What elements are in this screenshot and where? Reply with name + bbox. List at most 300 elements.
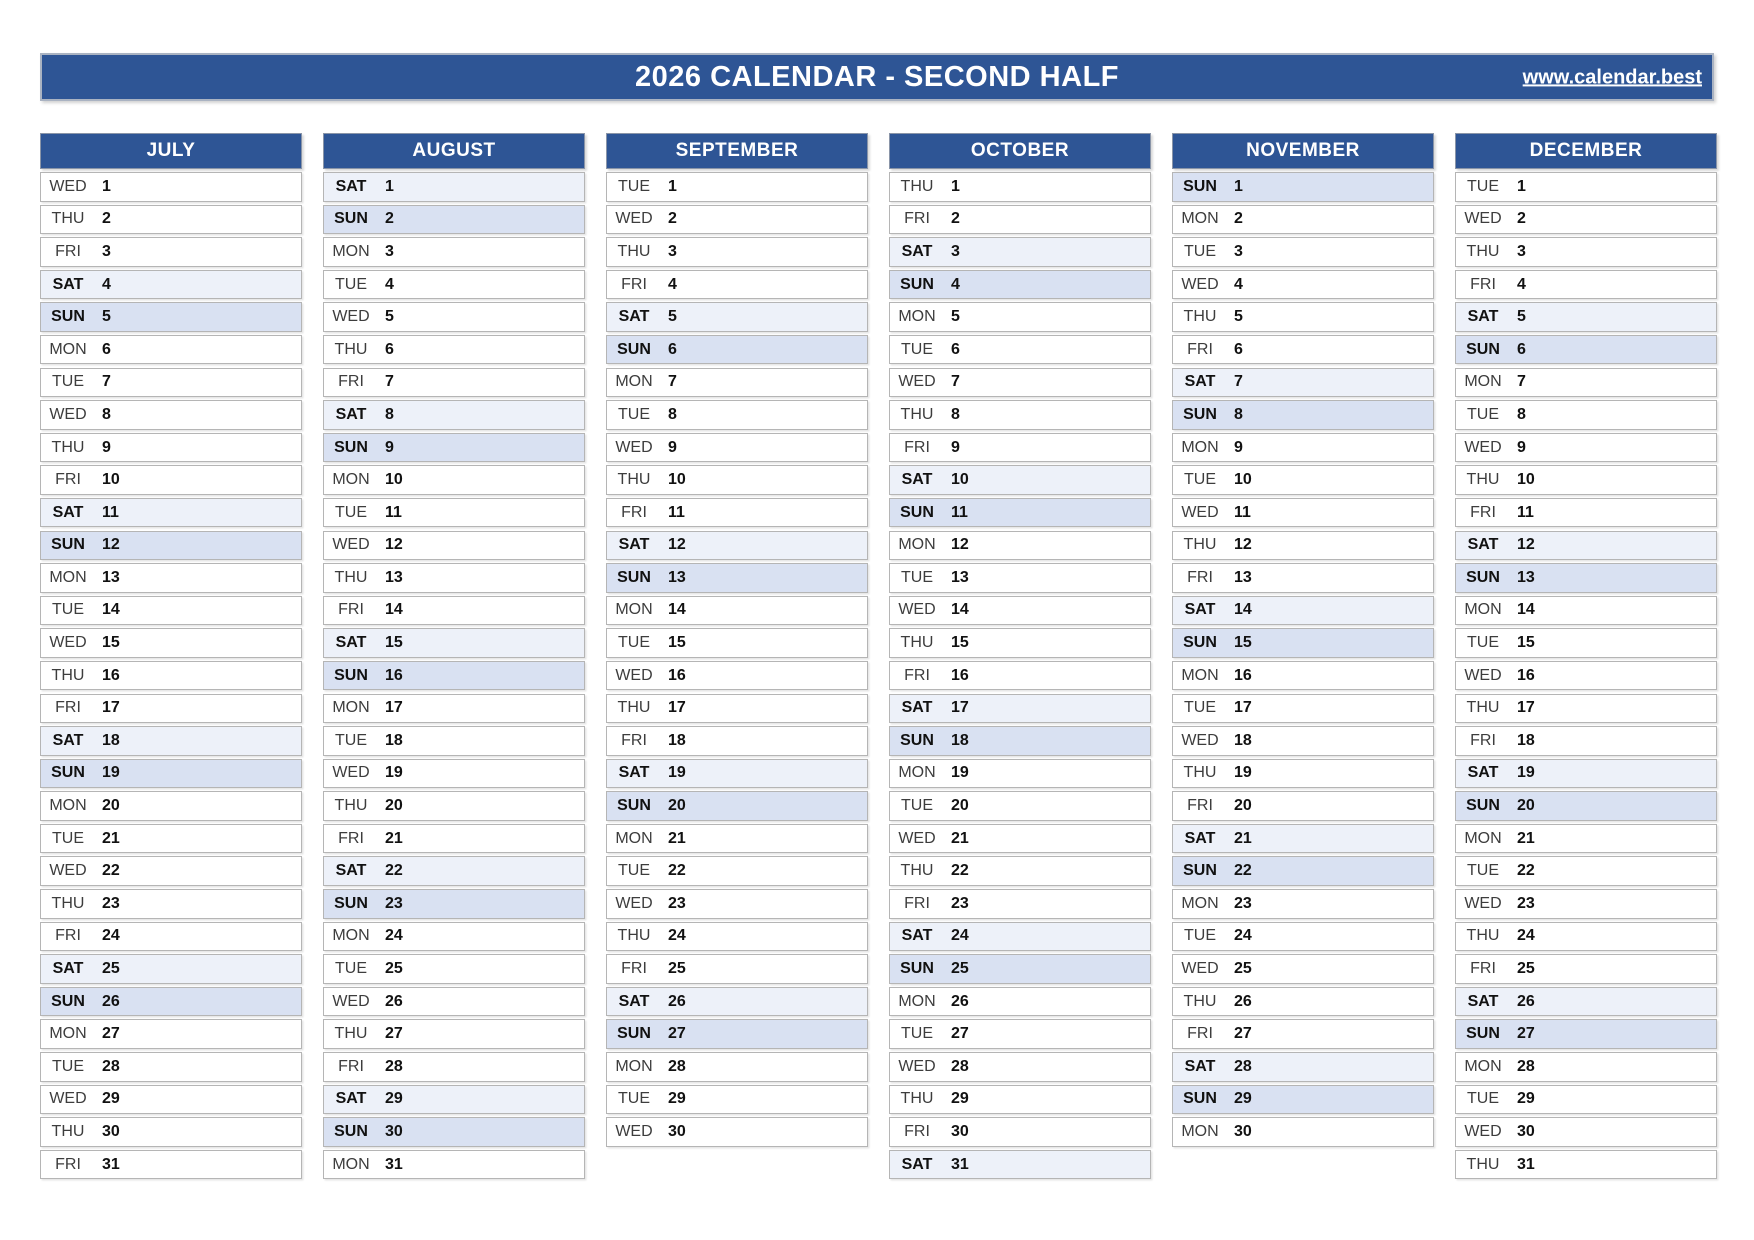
day-of-week-label: THU (51, 1122, 85, 1140)
day-of-week-label: THU (51, 894, 85, 912)
day-number: 14 (385, 601, 403, 619)
day-of-week-label: THU (334, 797, 368, 815)
day-of-week-label: SAT (335, 634, 367, 652)
day-number: 21 (668, 829, 686, 847)
day-number: 8 (1234, 405, 1243, 423)
day-number: 21 (102, 829, 120, 847)
day-number: 28 (1517, 1057, 1535, 1075)
day-number: 1 (668, 177, 677, 195)
day-of-week-label: WED (332, 764, 370, 782)
day-number: 6 (1234, 340, 1243, 358)
day-row (1172, 400, 1434, 430)
day-number: 4 (1517, 275, 1526, 293)
day-of-week-label: SAT (1467, 536, 1499, 554)
day-number: 18 (668, 731, 686, 749)
day-of-week-label: SUN (1183, 405, 1217, 423)
day-number: 13 (102, 568, 120, 586)
day-row (606, 987, 868, 1017)
day-row (1172, 465, 1434, 495)
day-of-week-label: SUN (51, 308, 85, 326)
day-row (323, 824, 585, 854)
day-of-week-label: SAT (901, 1155, 933, 1173)
day-row (1455, 302, 1717, 332)
day-of-week-label: THU (1466, 699, 1500, 717)
day-number: 27 (385, 1025, 403, 1043)
day-number: 31 (1517, 1155, 1535, 1173)
day-row (1455, 1117, 1717, 1147)
day-row (1455, 531, 1717, 561)
day-number: 23 (1517, 894, 1535, 912)
day-number: 11 (668, 503, 685, 521)
day-row (889, 824, 1151, 854)
day-row (40, 824, 302, 854)
day-of-week-label: SAT (901, 242, 933, 260)
day-of-week-label: SUN (1183, 634, 1217, 652)
day-of-week-label: FRI (621, 960, 647, 977)
day-number: 5 (1517, 308, 1526, 326)
day-number: 27 (1517, 1025, 1535, 1043)
day-of-week-label: THU (617, 242, 651, 260)
day-of-week-label: FRI (904, 666, 930, 684)
day-of-week-label: SUN (900, 275, 934, 293)
day-number: 26 (1517, 992, 1535, 1010)
day-row (323, 172, 585, 202)
day-number: 30 (1517, 1122, 1535, 1140)
day-number: 10 (1234, 471, 1252, 489)
day-of-week-label: SUN (1183, 1090, 1217, 1108)
day-number: 7 (951, 373, 960, 391)
day-of-week-label: FRI (1470, 731, 1496, 749)
day-number: 25 (1517, 960, 1535, 977)
day-row (889, 465, 1151, 495)
month-name: NOVEMBER (1246, 140, 1360, 161)
day-of-week-label: TUE (335, 503, 367, 521)
day-number: 28 (385, 1057, 403, 1075)
day-number: 4 (385, 275, 394, 293)
day-number: 3 (1234, 242, 1243, 260)
day-of-week-label: WED (898, 373, 936, 391)
day-number: 17 (668, 699, 686, 717)
day-row (1455, 987, 1717, 1017)
day-of-week-label: MON (898, 536, 936, 554)
day-number: 28 (102, 1057, 120, 1075)
day-number: 1 (102, 177, 111, 195)
day-number: 1 (1517, 177, 1526, 195)
day-row (323, 563, 585, 593)
day-of-week-label: SAT (901, 699, 933, 717)
day-of-week-label: SUN (900, 960, 934, 977)
day-number: 4 (1234, 275, 1243, 293)
day-of-week-label: TUE (1467, 405, 1499, 423)
day-number: 14 (668, 601, 686, 619)
day-number: 15 (1517, 634, 1535, 652)
day-number: 26 (1234, 992, 1252, 1010)
month-name: JULY (146, 140, 196, 161)
day-row (889, 628, 1151, 658)
day-row (1455, 824, 1717, 854)
day-row (1172, 205, 1434, 235)
day-of-week-label: MON (1464, 1057, 1502, 1075)
day-number: 22 (951, 862, 969, 880)
day-row (889, 1052, 1151, 1082)
day-row (323, 400, 585, 430)
day-number: 6 (1517, 340, 1526, 358)
day-number: 24 (385, 927, 403, 945)
day-number: 12 (951, 536, 969, 554)
day-row (1172, 987, 1434, 1017)
day-row (606, 335, 868, 365)
day-number: 17 (1234, 699, 1252, 717)
day-of-week-label: TUE (52, 1057, 84, 1075)
day-number: 21 (1234, 829, 1252, 847)
day-number: 10 (1517, 471, 1535, 489)
day-row (40, 596, 302, 626)
day-row (40, 791, 302, 821)
day-number: 23 (102, 894, 120, 912)
day-row (1455, 856, 1717, 886)
day-row (323, 954, 585, 984)
day-row (1172, 433, 1434, 463)
day-of-week-label: WED (1464, 1122, 1502, 1140)
day-row (40, 400, 302, 430)
day-of-week-label: TUE (901, 568, 933, 586)
day-row (323, 368, 585, 398)
day-row (1455, 205, 1717, 235)
day-row (1172, 1117, 1434, 1147)
day-of-week-label: THU (617, 927, 651, 945)
day-row (323, 1052, 585, 1082)
day-row (889, 694, 1151, 724)
day-row (1455, 661, 1717, 691)
day-row (1172, 1085, 1434, 1115)
day-number: 9 (385, 438, 394, 456)
day-row (1172, 335, 1434, 365)
day-row (323, 791, 585, 821)
day-number: 30 (102, 1122, 120, 1140)
day-of-week-label: SUN (334, 894, 368, 912)
day-of-week-label: TUE (1467, 862, 1499, 880)
day-row (889, 1019, 1151, 1049)
day-of-week-label: SAT (901, 471, 933, 489)
day-of-week-label: TUE (1184, 699, 1216, 717)
day-number: 20 (951, 797, 969, 815)
day-of-week-label: TUE (901, 340, 933, 358)
day-of-week-label: SUN (1466, 340, 1500, 358)
day-number: 20 (1234, 797, 1252, 815)
day-row (323, 759, 585, 789)
title-bar (40, 53, 1714, 101)
day-row (606, 694, 868, 724)
day-of-week-label: THU (51, 210, 85, 228)
day-row (323, 856, 585, 886)
day-number: 5 (385, 308, 394, 326)
day-number: 10 (385, 471, 403, 489)
day-number: 11 (102, 503, 119, 521)
day-of-week-label: THU (51, 666, 85, 684)
day-of-week-label: SUN (617, 568, 651, 586)
day-of-week-label: WED (1464, 894, 1502, 912)
day-number: 9 (1234, 438, 1243, 456)
day-of-week-label: WED (332, 992, 370, 1010)
day-number: 22 (1517, 862, 1535, 880)
day-of-week-label: WED (49, 634, 87, 652)
day-number: 8 (102, 405, 111, 423)
day-row (1455, 694, 1717, 724)
day-number: 17 (1517, 699, 1535, 717)
day-of-week-label: WED (49, 177, 87, 195)
day-number: 10 (102, 471, 120, 489)
day-number: 3 (1517, 242, 1526, 260)
day-of-week-label: MON (1181, 210, 1219, 228)
day-number: 1 (385, 177, 394, 195)
day-row (606, 726, 868, 756)
day-of-week-label: SAT (1184, 601, 1216, 619)
day-of-week-label: SAT (618, 764, 650, 782)
day-number: 5 (668, 308, 677, 326)
day-row (40, 205, 302, 235)
day-row (606, 400, 868, 430)
day-of-week-label: WED (332, 308, 370, 326)
day-number: 21 (385, 829, 403, 847)
day-row (1172, 237, 1434, 267)
day-row (606, 237, 868, 267)
day-of-week-label: SUN (617, 797, 651, 815)
day-row (40, 563, 302, 593)
day-of-week-label: TUE (1467, 177, 1499, 195)
day-of-week-label: SAT (52, 503, 84, 521)
day-row (1172, 628, 1434, 658)
day-row (606, 922, 868, 952)
day-of-week-label: TUE (618, 405, 650, 423)
day-number: 16 (951, 666, 969, 684)
day-of-week-label: WED (615, 210, 653, 228)
day-of-week-label: MON (898, 308, 936, 326)
day-number: 28 (668, 1057, 686, 1075)
day-of-week-label: WED (898, 829, 936, 847)
day-of-week-label: THU (900, 1090, 934, 1108)
day-row (1172, 368, 1434, 398)
day-number: 3 (668, 242, 677, 260)
day-number: 31 (951, 1155, 969, 1173)
day-of-week-label: MON (1181, 438, 1219, 456)
day-of-week-label: MON (615, 1057, 653, 1075)
day-row (606, 302, 868, 332)
day-row (1455, 1052, 1717, 1082)
day-of-week-label: FRI (338, 829, 364, 847)
day-number: 7 (102, 373, 111, 391)
day-number: 20 (1517, 797, 1535, 815)
day-of-week-label: SAT (618, 536, 650, 554)
day-row (606, 1085, 868, 1115)
month-column-october (889, 133, 1151, 1182)
day-number: 2 (951, 210, 960, 228)
day-of-week-label: SUN (1183, 862, 1217, 880)
day-of-week-label: SUN (1466, 797, 1500, 815)
day-of-week-label: TUE (901, 797, 933, 815)
day-number: 15 (668, 634, 686, 652)
day-of-week-label: FRI (904, 894, 930, 912)
day-of-week-label: TUE (52, 373, 84, 391)
day-of-week-label: THU (51, 438, 85, 456)
day-number: 23 (951, 894, 969, 912)
day-number: 17 (102, 699, 120, 717)
day-of-week-label: SUN (51, 992, 85, 1010)
day-of-week-label: WED (1181, 960, 1219, 977)
day-of-week-label: MON (49, 568, 87, 586)
day-number: 16 (1234, 666, 1252, 684)
day-of-week-label: TUE (335, 960, 367, 977)
day-row (323, 596, 585, 626)
day-row (323, 531, 585, 561)
day-number: 16 (668, 666, 686, 684)
day-number: 11 (1234, 503, 1251, 521)
day-row (606, 954, 868, 984)
day-row (1455, 791, 1717, 821)
day-row (1172, 172, 1434, 202)
day-of-week-label: TUE (335, 731, 367, 749)
day-of-week-label: FRI (338, 1057, 364, 1075)
day-row (1172, 498, 1434, 528)
day-of-week-label: TUE (901, 1025, 933, 1043)
day-number: 4 (951, 275, 960, 293)
day-of-week-label: MON (332, 471, 370, 489)
day-number: 8 (1517, 405, 1526, 423)
day-of-week-label: SAT (52, 960, 84, 977)
website-link[interactable]: www.calendar.best (1522, 66, 1702, 89)
day-row (323, 694, 585, 724)
day-row (1455, 237, 1717, 267)
day-number: 5 (102, 308, 111, 326)
day-number: 9 (951, 438, 960, 456)
month-header (1455, 133, 1717, 169)
day-number: 7 (1234, 373, 1243, 391)
day-of-week-label: SAT (335, 405, 367, 423)
day-row (606, 433, 868, 463)
day-row (1455, 498, 1717, 528)
day-number: 6 (668, 340, 677, 358)
day-row (40, 661, 302, 691)
day-of-week-label: MON (332, 1155, 370, 1173)
day-row (40, 694, 302, 724)
day-of-week-label: TUE (335, 275, 367, 293)
day-of-week-label: THU (617, 699, 651, 717)
day-row (606, 628, 868, 658)
day-of-week-label: FRI (1470, 960, 1496, 977)
day-of-week-label: THU (900, 634, 934, 652)
day-row (40, 726, 302, 756)
day-number: 19 (951, 764, 969, 782)
day-of-week-label: FRI (55, 927, 81, 945)
day-number: 9 (668, 438, 677, 456)
day-number: 16 (1517, 666, 1535, 684)
day-row (889, 531, 1151, 561)
day-row (1455, 922, 1717, 952)
day-of-week-label: SUN (334, 438, 368, 456)
day-number: 29 (1234, 1090, 1252, 1108)
day-number: 30 (1234, 1122, 1252, 1140)
day-of-week-label: FRI (1470, 503, 1496, 521)
day-row (889, 1117, 1151, 1147)
day-number: 13 (668, 568, 686, 586)
day-number: 3 (385, 242, 394, 260)
day-of-week-label: WED (1464, 210, 1502, 228)
day-row (606, 824, 868, 854)
day-number: 14 (951, 601, 969, 619)
day-number: 22 (668, 862, 686, 880)
day-of-week-label: WED (898, 1057, 936, 1075)
day-number: 27 (102, 1025, 120, 1043)
day-number: 29 (102, 1090, 120, 1108)
day-number: 2 (385, 210, 394, 228)
day-of-week-label: THU (900, 862, 934, 880)
day-row (40, 987, 302, 1017)
day-number: 20 (668, 797, 686, 815)
day-row (889, 335, 1151, 365)
day-of-week-label: MON (1181, 666, 1219, 684)
day-number: 8 (668, 405, 677, 423)
day-number: 2 (102, 210, 111, 228)
day-of-week-label: MON (49, 1025, 87, 1043)
day-of-week-label: SUN (334, 1122, 368, 1140)
day-of-week-label: THU (1183, 536, 1217, 554)
day-number: 1 (951, 177, 960, 195)
day-row (606, 465, 868, 495)
day-of-week-label: SAT (52, 731, 84, 749)
day-row (323, 1117, 585, 1147)
day-number: 17 (385, 699, 403, 717)
day-of-week-label: THU (1183, 308, 1217, 326)
day-of-week-label: THU (900, 177, 934, 195)
day-number: 4 (668, 275, 677, 293)
day-number: 20 (385, 797, 403, 815)
month-column-august (323, 133, 585, 1182)
day-row (606, 205, 868, 235)
day-of-week-label: FRI (621, 275, 647, 293)
day-row (1455, 465, 1717, 495)
day-row (889, 759, 1151, 789)
day-number: 10 (668, 471, 686, 489)
day-number: 30 (668, 1122, 686, 1140)
month-column-november (1172, 133, 1434, 1182)
day-row (323, 433, 585, 463)
day-of-week-label: SUN (900, 503, 934, 521)
day-number: 23 (668, 894, 686, 912)
day-number: 24 (102, 927, 120, 945)
day-row (323, 237, 585, 267)
day-row (1172, 791, 1434, 821)
day-number: 29 (951, 1090, 969, 1108)
day-number: 5 (951, 308, 960, 326)
day-number: 26 (102, 992, 120, 1010)
day-row (323, 465, 585, 495)
day-number: 22 (1234, 862, 1252, 880)
day-of-week-label: TUE (618, 177, 650, 195)
day-number: 16 (102, 666, 120, 684)
day-of-week-label: WED (615, 438, 653, 456)
month-name: OCTOBER (970, 140, 1070, 161)
day-number: 25 (385, 960, 403, 977)
day-row (40, 531, 302, 561)
day-number: 1 (1234, 177, 1243, 195)
day-row (1172, 759, 1434, 789)
day-of-week-label: SAT (52, 275, 84, 293)
day-number: 6 (951, 340, 960, 358)
day-number: 3 (951, 242, 960, 260)
day-of-week-label: MON (1464, 829, 1502, 847)
month-header (1172, 133, 1434, 169)
day-row (323, 1150, 585, 1180)
day-of-week-label: SUN (617, 1025, 651, 1043)
